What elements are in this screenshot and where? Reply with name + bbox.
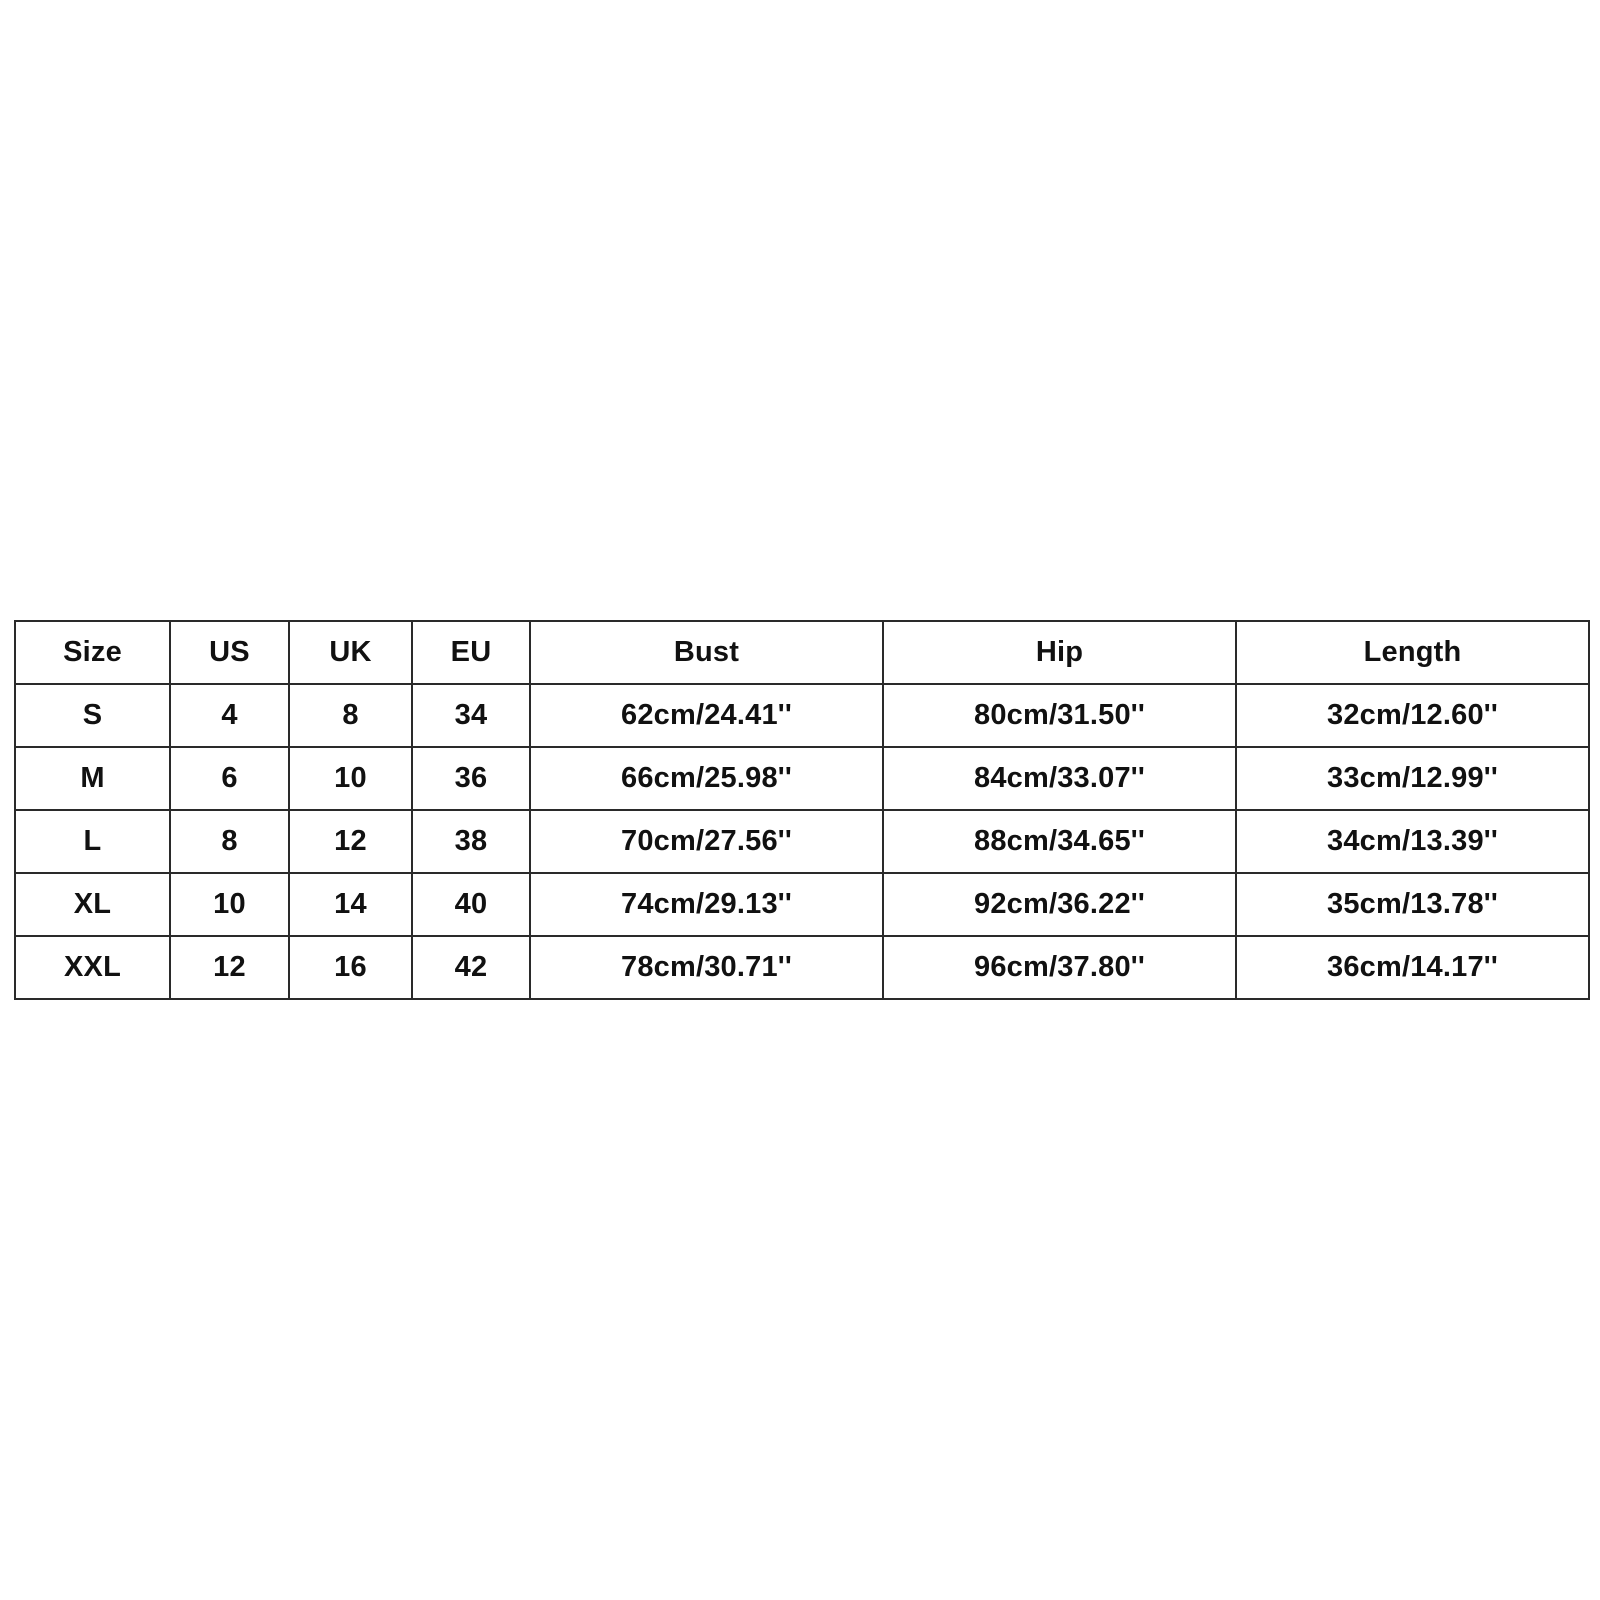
- cell-size: XXL: [15, 936, 170, 999]
- cell-hip: 84cm/33.07'': [883, 747, 1236, 810]
- cell-uk: 16: [289, 936, 412, 999]
- cell-hip: 88cm/34.65'': [883, 810, 1236, 873]
- table-row: [15, 936, 1589, 999]
- table-header-row: [15, 621, 1589, 684]
- cell-hip: 80cm/31.50'': [883, 684, 1236, 747]
- cell-length: 33cm/12.99'': [1236, 747, 1589, 810]
- cell-size: XL: [15, 873, 170, 936]
- header-hip: Hip: [883, 621, 1236, 684]
- cell-eu: 40: [412, 873, 530, 936]
- cell-us: 8: [170, 810, 289, 873]
- header-us: US: [170, 621, 289, 684]
- cell-us: 12: [170, 936, 289, 999]
- cell-bust: 70cm/27.56'': [530, 810, 883, 873]
- header-size: Size: [15, 621, 170, 684]
- cell-length: 36cm/14.17'': [1236, 936, 1589, 999]
- table-row: [15, 810, 1589, 873]
- cell-bust: 78cm/30.71'': [530, 936, 883, 999]
- cell-bust: 66cm/25.98'': [530, 747, 883, 810]
- cell-us: 10: [170, 873, 289, 936]
- header-eu: EU: [412, 621, 530, 684]
- table-row: [15, 747, 1589, 810]
- cell-bust: 62cm/24.41'': [530, 684, 883, 747]
- header-uk: UK: [289, 621, 412, 684]
- cell-uk: 12: [289, 810, 412, 873]
- cell-eu: 38: [412, 810, 530, 873]
- cell-us: 6: [170, 747, 289, 810]
- cell-size: L: [15, 810, 170, 873]
- size-chart-table: [14, 620, 1590, 1000]
- cell-length: 32cm/12.60'': [1236, 684, 1589, 747]
- cell-us: 4: [170, 684, 289, 747]
- cell-size: S: [15, 684, 170, 747]
- cell-uk: 14: [289, 873, 412, 936]
- header-length: Length: [1236, 621, 1589, 684]
- cell-eu: 36: [412, 747, 530, 810]
- cell-eu: 34: [412, 684, 530, 747]
- header-bust: Bust: [530, 621, 883, 684]
- cell-bust: 74cm/29.13'': [530, 873, 883, 936]
- table-row: [15, 873, 1589, 936]
- cell-uk: 8: [289, 684, 412, 747]
- cell-hip: 92cm/36.22'': [883, 873, 1236, 936]
- cell-hip: 96cm/37.80'': [883, 936, 1236, 999]
- table-row: [15, 684, 1589, 747]
- cell-length: 34cm/13.39'': [1236, 810, 1589, 873]
- cell-eu: 42: [412, 936, 530, 999]
- cell-uk: 10: [289, 747, 412, 810]
- cell-length: 35cm/13.78'': [1236, 873, 1589, 936]
- cell-size: M: [15, 747, 170, 810]
